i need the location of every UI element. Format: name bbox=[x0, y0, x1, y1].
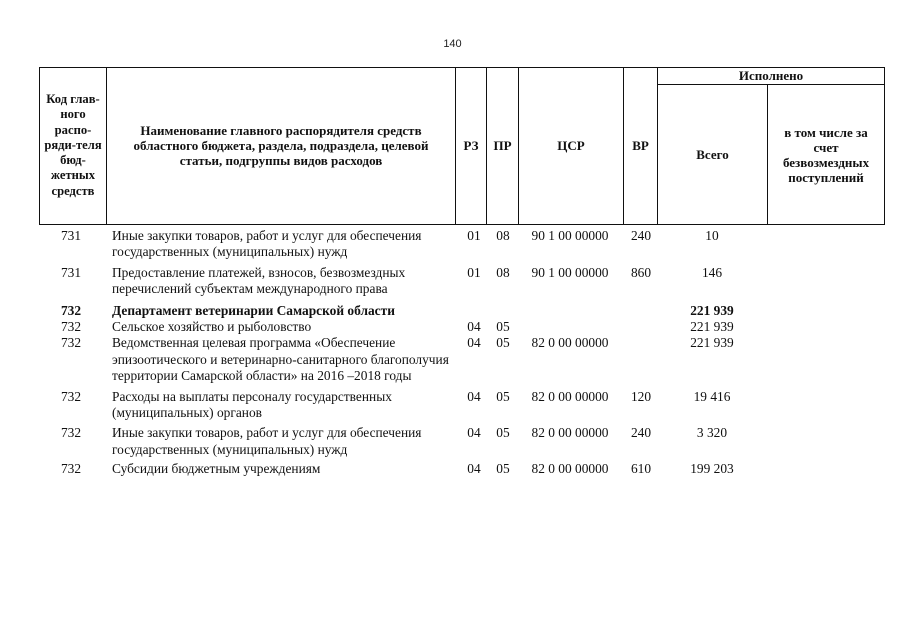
table-row bbox=[0, 303, 905, 319]
table-row bbox=[0, 228, 905, 261]
row-total: 221 939 bbox=[690, 302, 734, 318]
row-vr: 240 bbox=[630, 228, 652, 243]
row-total: 199 203 bbox=[690, 461, 734, 477]
row-pr: 05 bbox=[496, 425, 510, 441]
row-code: 732 bbox=[60, 461, 82, 477]
row-code: 732 bbox=[60, 425, 82, 441]
row-vr: 120 bbox=[630, 388, 652, 404]
row-csr: 82 0 00 00000 bbox=[531, 461, 609, 477]
row-total: 3 320 bbox=[696, 425, 728, 441]
row-name: Расходы на выплаты персоналу государственных (муниципальных) органов bbox=[112, 388, 392, 421]
header-bottom-border bbox=[39, 224, 885, 225]
row-csr: 82 0 00 00000 bbox=[531, 388, 609, 404]
row-pr: 05 bbox=[496, 461, 510, 477]
header-rz: РЗ bbox=[463, 138, 479, 153]
header-vr: ВР bbox=[632, 138, 649, 153]
row-rz: 04 bbox=[467, 319, 481, 335]
row-total: 221 939 bbox=[690, 335, 734, 351]
row-pr: 08 bbox=[496, 228, 510, 243]
row-csr: 82 0 00 00000 bbox=[531, 425, 609, 441]
table-row bbox=[0, 319, 905, 335]
row-name: Департамент ветеринарии Самарской области bbox=[112, 302, 395, 318]
row-name: Субсидии бюджетным учреждениям bbox=[112, 461, 321, 477]
col-border bbox=[884, 67, 885, 225]
row-total: 146 bbox=[701, 264, 723, 280]
row-code: 731 bbox=[60, 228, 82, 243]
row-total: 10 bbox=[705, 228, 719, 243]
table-row bbox=[0, 389, 905, 422]
row-pr: 05 bbox=[496, 319, 510, 335]
row-vr: 860 bbox=[630, 264, 652, 280]
table-body bbox=[0, 228, 905, 478]
row-total: 19 416 bbox=[693, 388, 731, 404]
row-pr: 08 bbox=[496, 264, 510, 280]
table-row bbox=[0, 335, 905, 384]
row-pr: 05 bbox=[496, 335, 510, 351]
row-total: 221 939 bbox=[690, 319, 734, 335]
row-code: 732 bbox=[60, 302, 82, 318]
row-rz: 04 bbox=[467, 388, 481, 404]
row-pr: 05 bbox=[496, 388, 510, 404]
table-row bbox=[0, 265, 905, 298]
table-row bbox=[0, 425, 905, 458]
row-csr: 90 1 00 00000 bbox=[531, 228, 609, 243]
row-rz: 04 bbox=[467, 425, 481, 441]
row-csr: 82 0 00 00000 bbox=[531, 335, 609, 351]
header-csr: ЦСР bbox=[557, 138, 585, 153]
row-vr: 610 bbox=[630, 461, 652, 477]
row-rz: 01 bbox=[467, 228, 481, 243]
row-code: 731 bbox=[60, 264, 82, 280]
row-code: 732 bbox=[60, 388, 82, 404]
header-pr: ПР bbox=[493, 138, 512, 153]
row-code: 732 bbox=[60, 319, 82, 335]
row-csr: 90 1 00 00000 bbox=[531, 264, 609, 280]
row-name: Ведомственная целевая программа «Обеспечение эпизоотического и ветеринарно-санитарного благополучия территории Самарской области» на 2016 –2018 годы bbox=[112, 335, 449, 384]
page-number: 140 bbox=[443, 38, 462, 50]
header-name: Наименование главного распорядителя средств областного бюджета, раздела, подраздела, целевой статьи, подгруппы видов расходов bbox=[133, 123, 429, 168]
header-code: Код глав-ного распо-ряди-теля бюд-жетных средств bbox=[44, 91, 102, 198]
row-rz: 01 bbox=[467, 264, 481, 280]
header-executed: Исполнено bbox=[738, 68, 804, 83]
row-name: Иные закупки товаров, работ и услуг для обеспечения государственных (муниципальных) нужд bbox=[112, 425, 422, 457]
row-rz: 04 bbox=[467, 461, 481, 477]
row-code: 732 bbox=[60, 335, 82, 351]
row-name: Сельское хозяйство и рыболовство bbox=[112, 319, 312, 335]
header-total: Всего bbox=[696, 147, 729, 162]
row-name: Предоставление платежей, взносов, безвозмездных перечислений субъектам международного права bbox=[112, 264, 406, 297]
header-free: в том числе за счет безвозмездных поступлений bbox=[782, 124, 870, 185]
table-row bbox=[0, 461, 905, 477]
row-name: Иные закупки товаров, работ и услуг для обеспечения государственных (муниципальных) нужд bbox=[112, 228, 422, 260]
row-vr: 240 bbox=[630, 425, 652, 441]
row-rz: 04 bbox=[467, 335, 481, 351]
table-header bbox=[39, 67, 885, 225]
